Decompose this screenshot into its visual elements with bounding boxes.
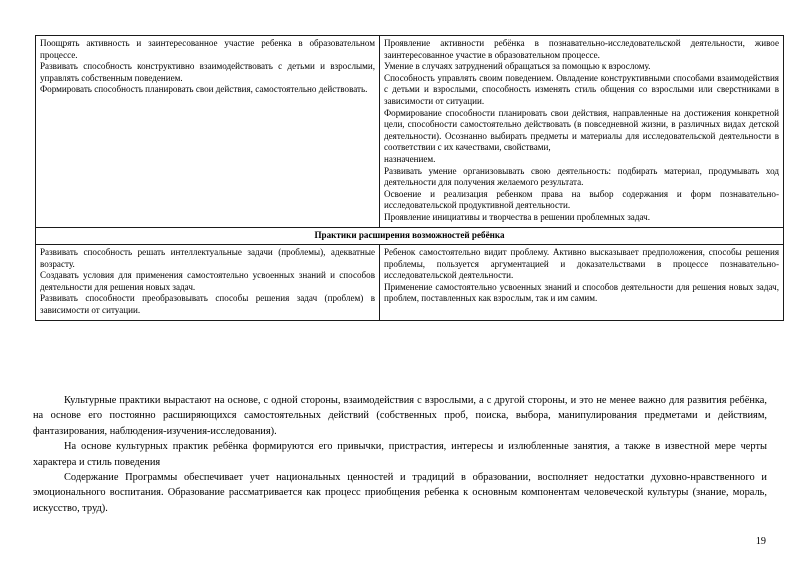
body-paragraph: Содержание Программы обеспечивает учет национальных ценностей и традиций в образовании, восполняет недостатки духовно-нравственного и эмоционального воспитания. Образование рассматривается как процесс приобщения ребенка к основным компонентам человеческой культуры (знание, мораль, искусство, труд).: [33, 472, 767, 514]
body-paragraph: Культурные практики вырастают на основе, с одной стороны, взаимодействия с взрослыми, а с другой стороны, и это не менее важно для развития ребёнка, на основе его постоянно расширяющихся самостоятельных действий (собственных проб, поиска, выбора, манипулирования предметами и действиям, фантазирования, наблюдения-изучения-исследования).: [33, 395, 767, 437]
cell-paragraph: Поощрять активность и заинтересованное участие ребенка в образовательном процессе.: [40, 38, 375, 60]
table-cell-section-title: [36, 227, 784, 245]
table-section-header-row: [36, 227, 784, 245]
cell-paragraph: Развивать способности преобразовывать способы решения задач (проблем) в зависимости от ситуации.: [40, 293, 375, 316]
body-text-block: [33, 393, 767, 516]
cell-paragraph: Формирование способности планировать свои действия, направленные на достижения конкретной цели, способности самостоятельно действовать (в повседневной жизни, в различных видах детской деятельности). Осознанно выбирать предметы и материалы для исследовательской деятельности в соответствии с их качествами, свойствами,: [384, 107, 779, 153]
cell-paragraph: Развивать способность решать интеллектуальные задачи (проблемы), адекватные возрасту.: [40, 247, 375, 269]
table-row: [36, 245, 784, 321]
cell-paragraph: Создавать условия для применения самостоятельно усвоенных знаний и способов деятельности для решения новых задач.: [40, 270, 375, 292]
table-cell-tasks: [36, 36, 380, 228]
table-row: [36, 36, 784, 228]
cell-paragraph: Ребенок самостоятельно видит проблему. Активно высказывает предположения, способы решения проблемы, пользуется аргументацией и доказательствами в процессе познавательно-исследовательской деятельности.: [384, 247, 779, 281]
cell-paragraph: Применение самостоятельно усвоенных знаний и способов деятельности для решения новых задач, проблем, поставленных как взрослым, так и им самим.: [384, 281, 779, 304]
cell-paragraph: Развивать способность конструктивно взаимодействовать с детьми и взрослыми, управлять собственным поведением.: [40, 61, 375, 83]
cell-paragraph: назначением.: [384, 153, 436, 164]
table-cell-tasks: [36, 245, 380, 321]
section-title: Практики расширения возможностей ребёнка: [314, 229, 505, 240]
cell-paragraph: Проявление активности ребёнка в познавательно-исследовательской деятельности, живое заинтересованное участие в образовательном процессе.: [384, 38, 779, 60]
table-body: [36, 36, 784, 321]
cell-paragraph: Освоение и реализация ребенком права на выбор содержания и форм познавательно-исследовательской продуктивной деятельности.: [384, 188, 779, 211]
cultural-practices-table: [35, 35, 784, 321]
page-number: 19: [755, 536, 766, 547]
cell-paragraph: Формировать способность планировать свои действия, самостоятельно действовать.: [40, 84, 368, 95]
cell-paragraph: Развивать умение организовывать свою деятельность: подбирать материал, продумывать ход деятельности для получения желаемого результата.: [384, 165, 779, 188]
cell-paragraph: Проявление инициативы и творчества в решении проблемных задач.: [384, 211, 650, 222]
body-paragraph: На основе культурных практик ребёнка формируются его привычки, пристрастия, интересы и излюбленные занятия, а также в известной мере черты характера и стиль поведения: [33, 441, 767, 468]
cell-paragraph: Способность управлять своим поведением. Овладение конструктивными способами взаимодействия с детьми и взрослыми, способность изменять стиль общения со взрослыми или сверстниками в зависимости от ситуации.: [384, 72, 779, 106]
table-cell-outcomes: [380, 245, 784, 321]
cell-paragraph: Умение в случаях затруднений обращаться за помощью к взрослому.: [384, 61, 651, 72]
table-cell-outcomes: [380, 36, 784, 228]
